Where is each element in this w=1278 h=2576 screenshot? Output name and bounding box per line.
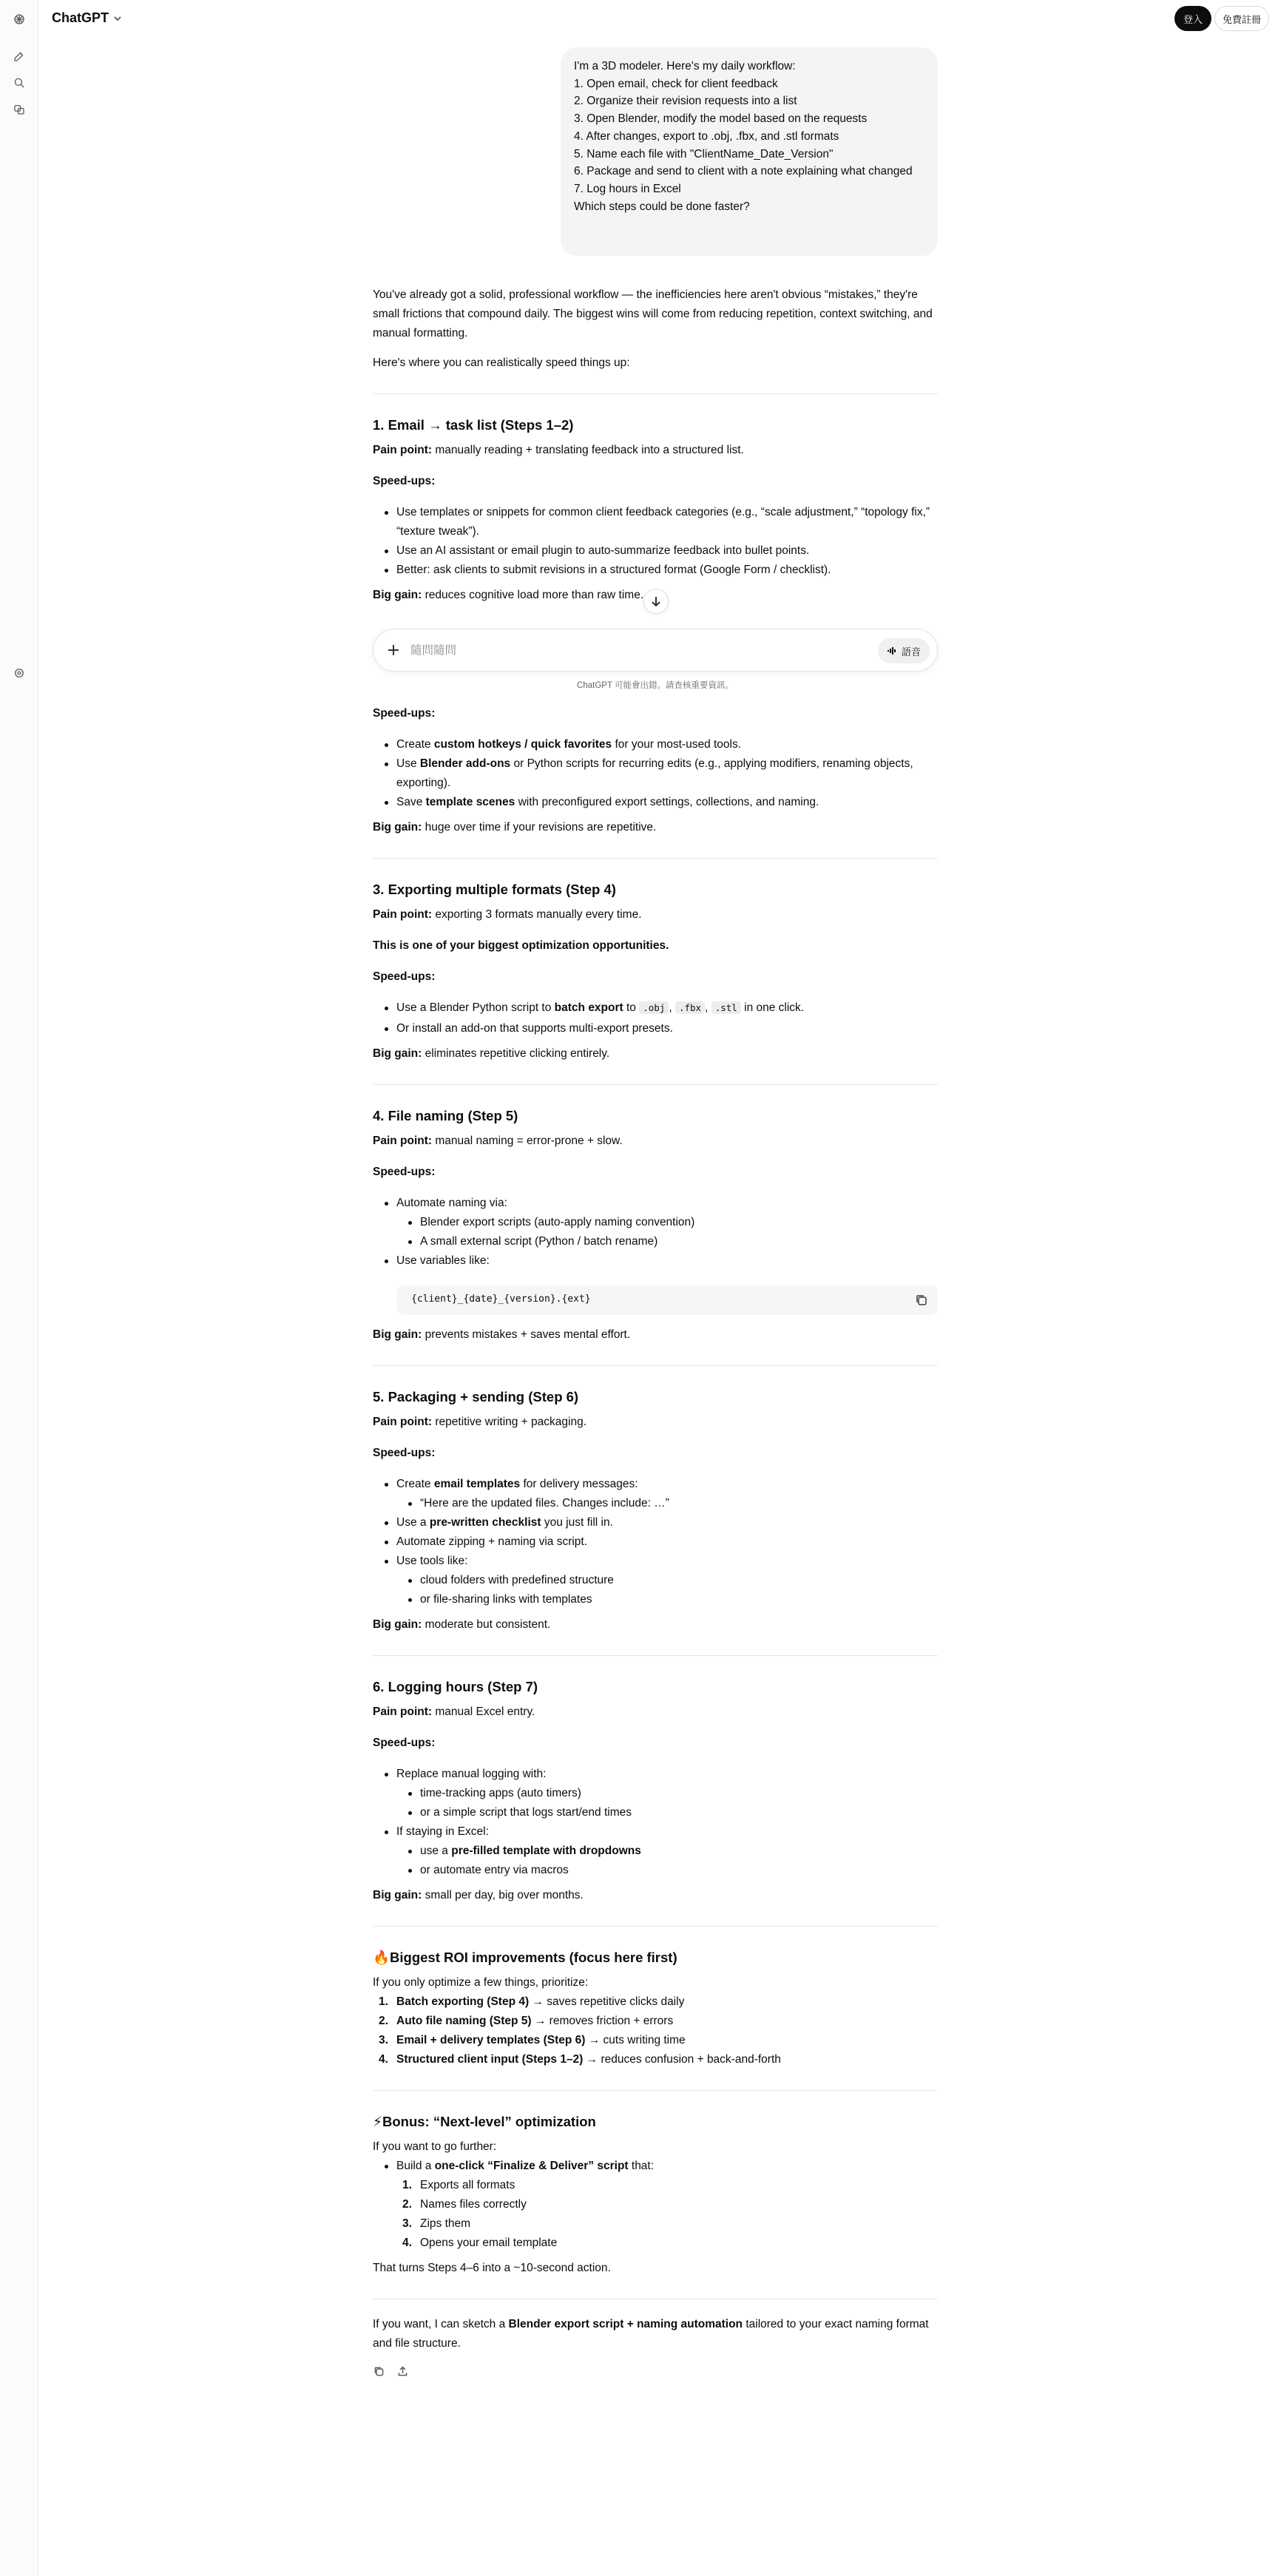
section-2-speedups-label: Speed-ups: [373,707,436,720]
ordered-list-item: 2. Auto file naming (Step 5) → removes friction + errors [379,2015,674,2027]
sub-list-item: time-tracking apps (auto timers) [420,1784,938,1803]
section-5-title: 5. Packaging + sending (Step 6) [373,1389,579,1404]
sub-list-item: or file-sharing links with templates [420,1590,938,1609]
section-5-gain: Big gain: moderate but consistent. [373,1618,551,1631]
roi-lead: If you only optimize a few things, prioritize: [373,1976,589,1989]
user-message-line: 2. Organize their revision requests into a list [574,95,797,108]
list-item: Better: ask clients to submit revisions in a structured format (Google Form / checklist). [396,561,938,580]
sub-list-item: Blender export scripts (auto-apply naming convention) [420,1213,938,1232]
disclaimer: ChatGPT 可能會出錯。請查核重要資訊。 [577,681,734,690]
response-intro: You've already got a solid, professional workflow — the inefficiencies here aren't obvious “mistakes,” they're small frictions that compound daily. The biggest wins will come from reducing repetition, context switching, and manual formatting. [373,288,933,339]
settings-icon[interactable] [9,663,30,683]
sub-list-item: use a pre-filled template with dropdowns [420,1842,938,1861]
arrow-down-icon [650,595,662,607]
voice-wave-icon [887,646,897,656]
sub-list-item: or automate entry via macros [420,1861,938,1880]
list-item: Save template scenes with preconfigured export settings, collections, and naming. [396,793,938,812]
ordered-sub-item: 2. Names files correctly [402,2198,527,2211]
user-message-line: Which steps could be done faster? [574,200,750,213]
divider [373,1084,938,1085]
model-name-label: ChatGPT [52,10,109,25]
divider [373,1365,938,1366]
sub-list-item: “Here are the updated files. Changes include: …” [420,1494,938,1513]
top-bar [38,0,1278,38]
section-3-pain: Pain point: exporting 3 formats manually every time. [373,908,642,921]
login-button[interactable]: 登入 [1174,6,1211,31]
list-item: Use templates or snippets for common client feedback categories (e.g., “scale adjustment,” “topology fix,” “texture tweak”). [396,503,938,541]
section-3-speedups-label: Speed-ups: [373,970,436,983]
user-message-line: 4. After changes, export to .obj, .fbx, and .stl formats [574,129,839,143]
divider [373,1926,938,1927]
ordered-sub-item: 3. Zips them [402,2217,471,2230]
bonus-end: That turns Steps 4–6 into a ~10-second action. [373,2262,611,2274]
divider [373,1655,938,1656]
list-item: If staying in Excel: [396,1822,938,1842]
sub-list-item: cloud folders with predefined structure [420,1571,938,1590]
section-4-speedups-label: Speed-ups: [373,1166,436,1178]
section-2-gain: Big gain: huge over time if your revisions are repetitive. [373,821,657,834]
list-item: Use an AI assistant or email plugin to auto-summarize feedback into bullet points. [396,541,938,561]
ordered-sub-item: 1. Exports all formats [402,2179,515,2191]
composer [373,629,938,672]
share-icon[interactable] [396,2365,413,2381]
code-block [396,1285,938,1315]
section-1-title: 1. Email → task list (Steps 1–2) [373,417,574,433]
list-item: Automate naming via: [396,1194,938,1213]
list-item: Use a pre-written checklist you just fill in. [396,1513,938,1532]
code-text: {client}_{date}_{version}.{ext} [411,1294,591,1305]
list-item: Use a Blender Python script to batch export to .obj , .fbx , .stl in one click. [396,998,938,1018]
list-item: Or install an add-on that supports multi-export presets. [396,1019,938,1038]
section-5-pain: Pain point: repetitive writing + packaging. [373,1416,587,1428]
response-intro-2: Here's where you can realistically speed things up: [373,356,630,369]
section-3-gain: Big gain: eliminates repetitive clicking entirely. [373,1047,610,1060]
section-1-gain: Big gain: reduces cognitive load more than raw time. [373,589,644,601]
section-4-gain: Big gain: prevents mistakes + saves mental effort. [373,1328,631,1341]
ordered-list-item: 4. Structured client input (Steps 1–2) → reduces confusion + back-and-forth [379,2053,781,2066]
divider [373,393,938,394]
ordered-list-item: 1. Batch exporting (Step 4) → saves repetitive clicks daily [379,1995,685,2008]
section-3-highlight: This is one of your biggest optimization opportunities. [373,939,669,952]
user-message-line: 3. Open Blender, modify the model based on the requests [574,112,868,126]
section-3-title: 3. Exporting multiple formats (Step 4) [373,882,616,897]
list-item: Build a one-click “Finalize & Deliver” script that: [396,2157,938,2176]
attach-button[interactable] [384,640,403,660]
bonus-lead: If you want to go further: [373,2140,497,2153]
list-item: Use Blender add-ons or Python scripts for recurring edits (e.g., applying modifiers, renaming objects, exporting). [396,754,938,793]
section-4-title: 4. File naming (Step 5) [373,1108,518,1123]
sub-list-item: or a simple script that logs start/end times [420,1803,938,1822]
user-message-line: 5. Name each file with "ClientName_Date_Version" [574,147,834,160]
new-chat-icon[interactable] [9,46,30,67]
section-6-title: 6. Logging hours (Step 7) [373,1679,538,1694]
voice-button[interactable] [878,638,930,663]
user-message-line: I'm a 3D modeler. Here's my daily workflow: [574,60,796,72]
section-4-pain: Pain point: manual naming = error-prone + slow. [373,1135,623,1147]
section-1-pain: Pain point: manually reading + translating feedback into a structured list. [373,444,744,456]
ordered-sub-item: 4. Opens your email template [402,2237,558,2249]
prompt-input[interactable] [410,642,825,660]
list-item: Automate zipping + naming via script. [396,1532,938,1552]
divider [373,858,938,859]
copy-response-icon[interactable] [373,2365,389,2381]
model-selector[interactable] [52,10,122,26]
library-icon[interactable] [9,99,30,120]
section-5-speedups-label: Speed-ups: [373,1447,436,1459]
copy-code-icon[interactable] [914,1293,929,1308]
ordered-list-item: 3. Email + delivery templates (Step 6) → cuts writing time [379,2034,686,2046]
signup-button[interactable]: 免費註冊 [1214,6,1269,31]
scroll-to-bottom-button[interactable] [643,589,669,614]
list-item: Replace manual logging with: [396,1765,938,1784]
search-icon[interactable] [9,72,30,93]
section-6-speedups-label: Speed-ups: [373,1737,436,1749]
roi-title: 🔥Biggest ROI improvements (focus here first) [373,1950,677,1965]
list-item: Create email templates for delivery messages: [396,1475,938,1494]
user-message-line: 6. Package and send to client with a note explaining what changed [574,165,913,178]
openai-logo-icon[interactable] [9,9,30,30]
user-message-line: 7. Log hours in Excel [574,182,681,195]
section-1-speedups-label: Speed-ups: [373,475,436,487]
closing-paragraph: If you want, I can sketch a Blender export script + naming automation tailored to your exact naming format and file structure. [373,2318,929,2350]
list-item: Use tools like: [396,1552,938,1571]
section-6-pain: Pain point: manual Excel entry. [373,1705,535,1718]
divider [373,2090,938,2091]
chevron-down-icon [113,14,122,23]
voice-button-label: 語音 [901,646,921,657]
user-message-bubble [561,47,938,256]
list-item: Create custom hotkeys / quick favorites for your most-used tools. [396,735,938,754]
user-message-line: 1. Open email, check for client feedback [574,77,778,90]
left-rail [0,0,38,2576]
bonus-title: ⚡Bonus: “Next-level” optimization [373,2114,596,2129]
list-item: Use variables like: [396,1251,938,1271]
section-6-gain: Big gain: small per day, big over months. [373,1889,584,1901]
sub-list-item: A small external script (Python / batch rename) [420,1232,938,1251]
plus-icon [387,643,400,657]
